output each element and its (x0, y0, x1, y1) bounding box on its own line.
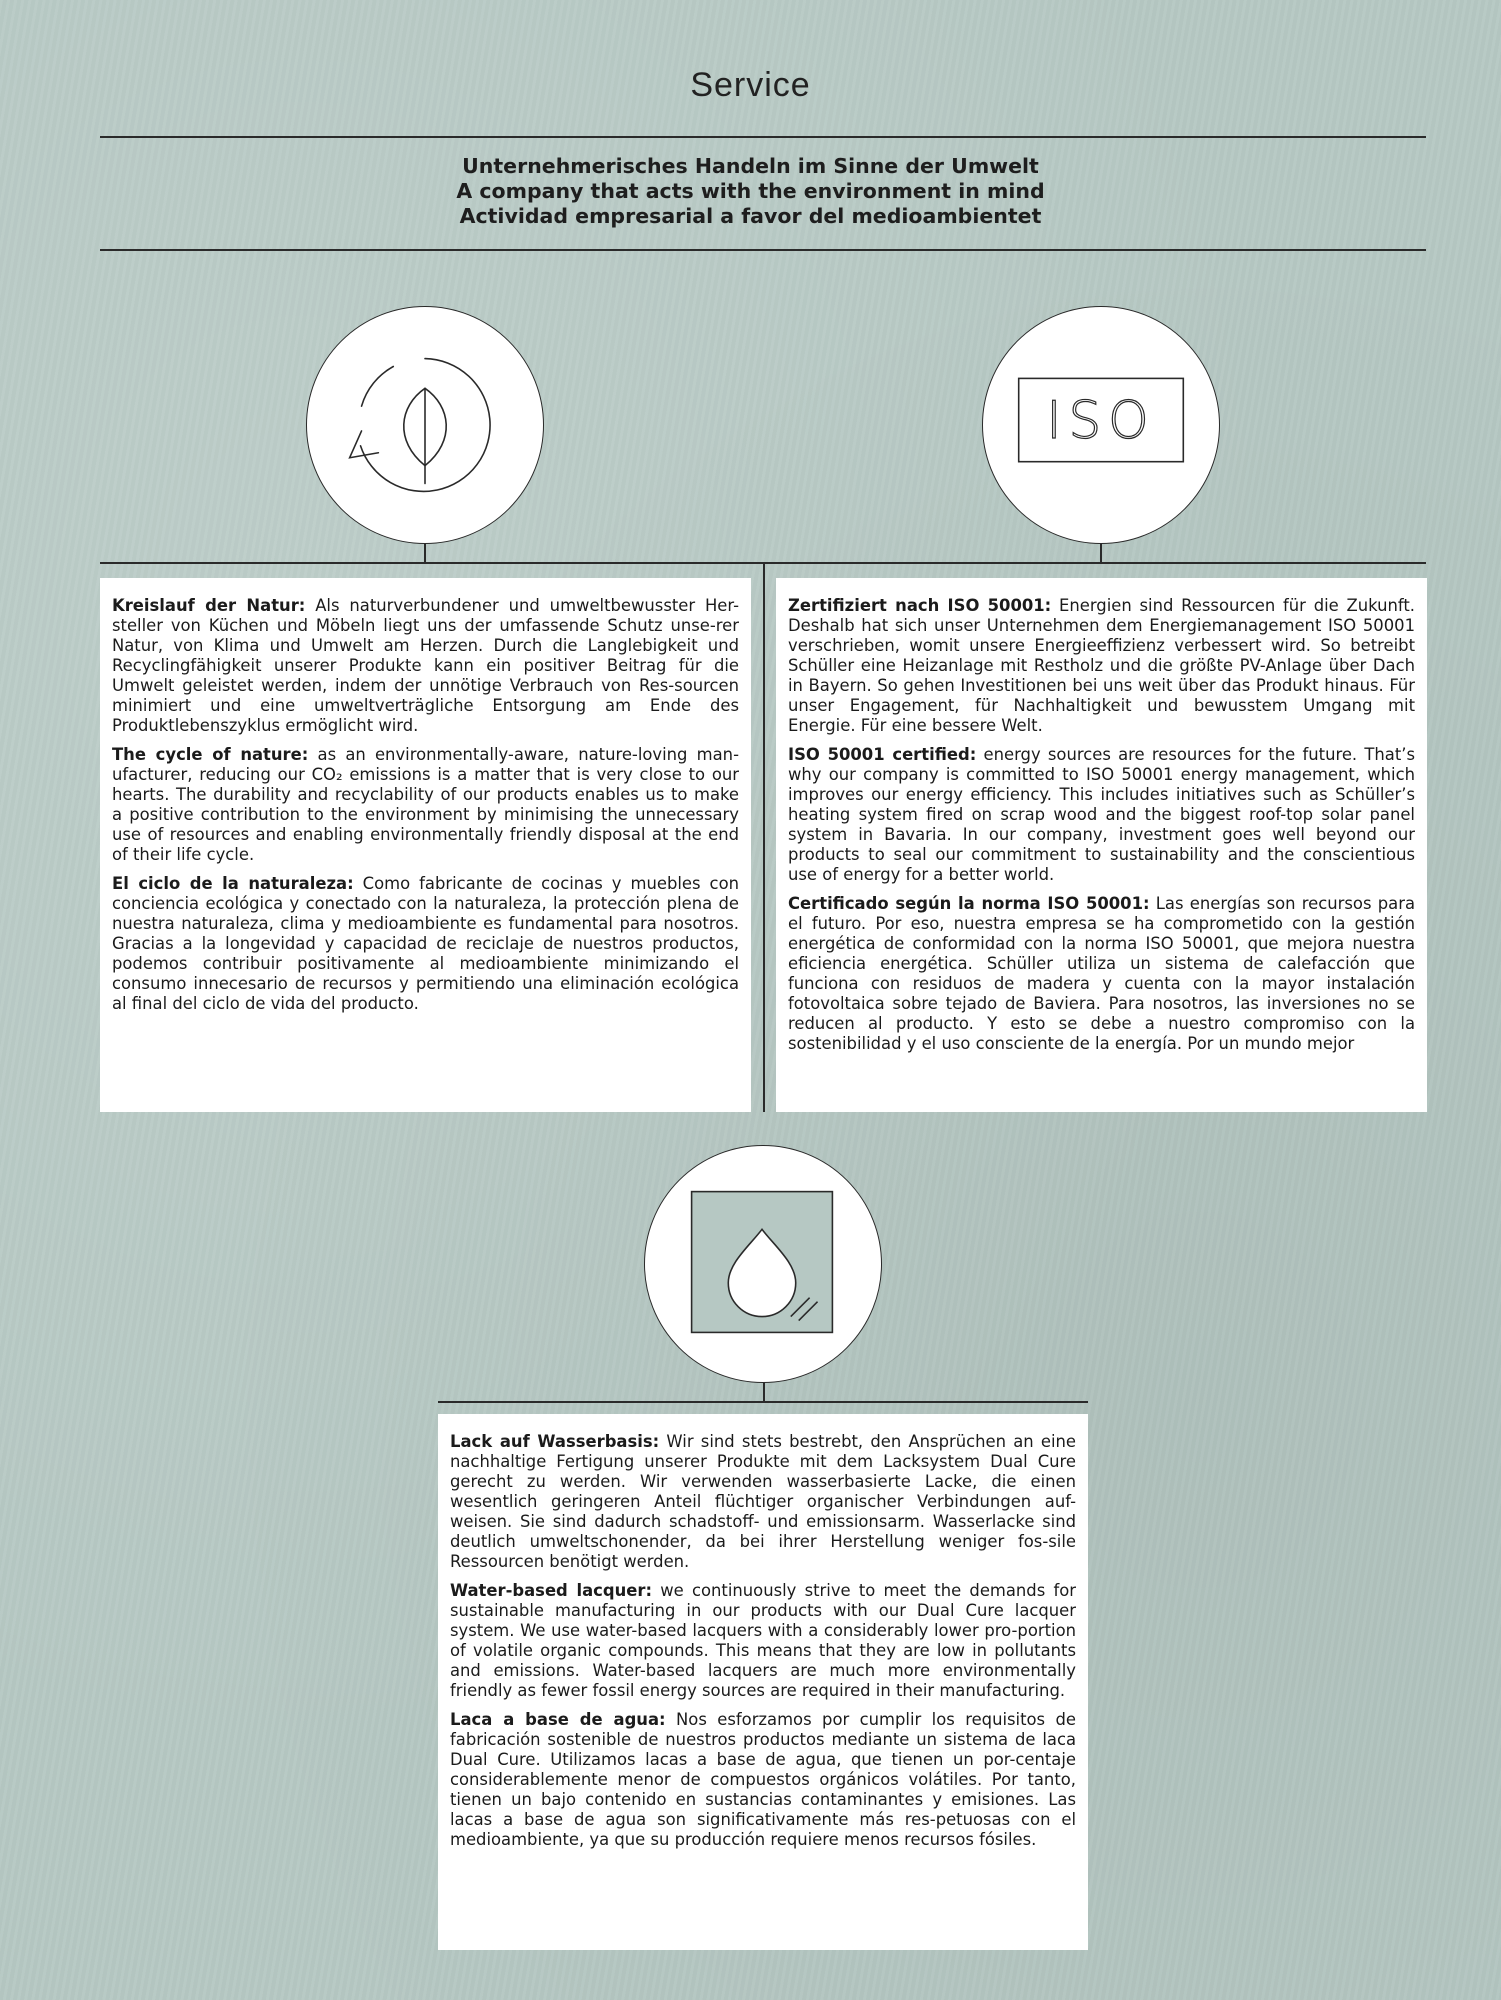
iso-text-es: Las energías son recursos para el futuro. Por eso, nuestra empresa se ha comprometido con la gestión energética de conformidad con la norma ISO 50001, que mejora nuestra eficiencia energética. Schüller utiliza un sistema de calefacción que funciona con residuos de madera y cuenta con la mayor instalación fotovoltaica sobre tejado de Baviera. Para nosotros, las inversiones no se reducen al producto. Y esto se debe a nuestro compromiso con la sostenibilidad y el uso consciente de la energía. Por un mundo mejor (788, 894, 1415, 1053)
water-paragraph-es (450, 1710, 1076, 1850)
nature-icon-circle (306, 306, 544, 544)
subheading-group (0, 154, 1501, 229)
nature-lead-es: El ciclo de la naturaleza: (112, 874, 354, 893)
water-lead-en: Water-based lacquer: (450, 1581, 653, 1600)
nature-text-de: Als naturverbundener und umweltbewusster Her-steller von Küchen und Möbeln liegt uns der umfassende Schutz unse-rer Natur, von Klima und Umwelt am Herzen. Durch die Langlebigkeit und Recyclingfähigkeit unserer Produkte kann ein positiver Beitrag für die Umwelt geleistet werden, indem der unnötige Verbrauch von Res-sourcen minimiert und eine umweltverträgliche Entsorgung am Ende des Produktlebenszyklus ermöglicht wird. (112, 596, 739, 735)
water-text-box (438, 1414, 1088, 1950)
water-lead-de: Lack auf Wasserbasis: (450, 1432, 660, 1451)
subheading-en: A company that acts with the environment in mind (456, 179, 1045, 203)
water-paragraph-en (450, 1581, 1076, 1701)
iso-paragraph-de (788, 596, 1415, 736)
water-lead-es: Laca a base de agua: (450, 1710, 666, 1729)
nature-paragraph-de (112, 596, 739, 736)
iso-lead-es: Certificado según la norma ISO 50001: (788, 894, 1150, 913)
subheading-de: Unternehmerisches Handeln im Sinne der Umwelt (462, 154, 1039, 178)
iso-lead-de: Zertifiziert nach ISO 50001: (788, 596, 1052, 615)
water-text-en: we continuously strive to meet the demands for sustainable manufacturing in our products with our Dual Cure lacquer system. We use water-based lacquers with a considerably lower pro-portion of volatile organic compounds. This means that they are low in pollutants and emissions. Water-based lacquers are much more environmentally friendly as fewer fossil energy sources are required in their manufacturing. (450, 1581, 1076, 1700)
iso-text-en: energy sources are resources for the future. That’s why our company is committed to ISO 50001 energy management, which improves our energy efficiency. This includes initiatives such as Schüller’s heating system fired on scrap wood and the biggest roof-top solar panel system in Bavaria. In our company, investment goes well beyond our products to seal our commitment to sustainability and the conscientious use of energy for a better world. (788, 745, 1415, 884)
iso-label: ISO (1046, 390, 1156, 451)
nature-lead-en: The cycle of nature: (112, 745, 309, 764)
page-title: Service (690, 66, 811, 104)
iso-lead-en: ISO 50001 certified: (788, 745, 977, 764)
recycle-leaf-icon (307, 307, 543, 543)
nature-paragraph-es (112, 874, 739, 1014)
iso-text-de: Energien sind Ressourcen für die Zukunft. Deshalb hat sich unser Unternehmen dem Energiemanagement ISO 50001 verschrieben, womit unsere Energieeffizienz verbessert wird. So betreibt Schüller eine Heizanlage mit Restholz und die größte PV-Anlage über Dach in Bayern. So gehen Investitionen bei uns weit über das Produkt hinaus. Für unser Engagement, für Nachhaltigkeit und bewusstem Umgang mit Energie. Für eine bessere Welt. (788, 596, 1416, 735)
connector-center (763, 562, 765, 1112)
water-text-de: Wir sind stets bestrebt, den Ansprüchen an eine nachhaltige Fertigung unserer Produkte mit dem Lacksystem Dual Cure gerecht zu werden. Wir verwenden wasserbasierte Lacke, die einen wesentlich geringeren Anteil flüchtiger organischer Verbindungen auf-weisen. Sie sind dadurch schadstoff- und emissionsarm. Wasserlacke sind deutlich umweltschonender, da bei ihrer Herstellung weniger fos-sile Ressourcen benötigt werden. (450, 1432, 1076, 1571)
water-paragraph-de (450, 1432, 1076, 1572)
nature-paragraph-en (112, 745, 739, 865)
nature-text-es: Como fabricante de cocinas y muebles con conciencia ecológica y conectado con la naturaleza, la protección plena de nuestra naturaleza, clima y medioambiente es fundamental para nosotros. Gracias a la longevidad y capacidad de reciclaje de nuestros productos, podemos contribuir positivamente al medioambiente minimizando el consumo innecesario de recursos y permitiendo una eliminación ecológica al final del ciclo de vida del producto. (112, 874, 739, 1013)
iso-paragraph-es (788, 894, 1415, 1054)
connector-horizontal-bottom (438, 1401, 1088, 1403)
subheading-es: Actividad empresarial a favor del medioambientet (459, 204, 1042, 228)
iso-icon-circle (982, 306, 1220, 544)
nature-lead-de: Kreislauf der Natur: (112, 596, 306, 615)
water-icon-circle (644, 1145, 882, 1383)
divider-bottom (100, 249, 1426, 251)
nature-text-en: as an environmentally-aware, nature-loving man-ufacturer, reducing our CO₂ emissions is a matter that is very close to our hearts. The durability and recyclability of our products enables us to make a positive contribution to the environment by minimising the unnecessary use of resources and enabling environmentally friendly disposal at the end of their life cycle. (112, 745, 739, 864)
nature-text-box (100, 578, 751, 1112)
water-text-es: Nos esforzamos por cumplir los requisitos de fabricación sostenible de nuestros productos mediante un sistema de laca Dual Cure. Utilizamos lacas a base de agua, que tienen un por-centaje considerablemente menor de compuestos orgánicos volátiles. Por tanto, tienen un bajo contenido en sustancias contaminantes y emisiones. Las lacas a base de agua son significativamente más res-petuosas con el medioambiente, ya que su producción requiere menos recursos fósiles. (450, 1710, 1077, 1849)
divider-top (100, 136, 1426, 138)
iso-text-box (776, 578, 1427, 1112)
water-drop-icon (645, 1146, 881, 1382)
iso-paragraph-en (788, 745, 1415, 885)
iso-icon (983, 307, 1219, 543)
